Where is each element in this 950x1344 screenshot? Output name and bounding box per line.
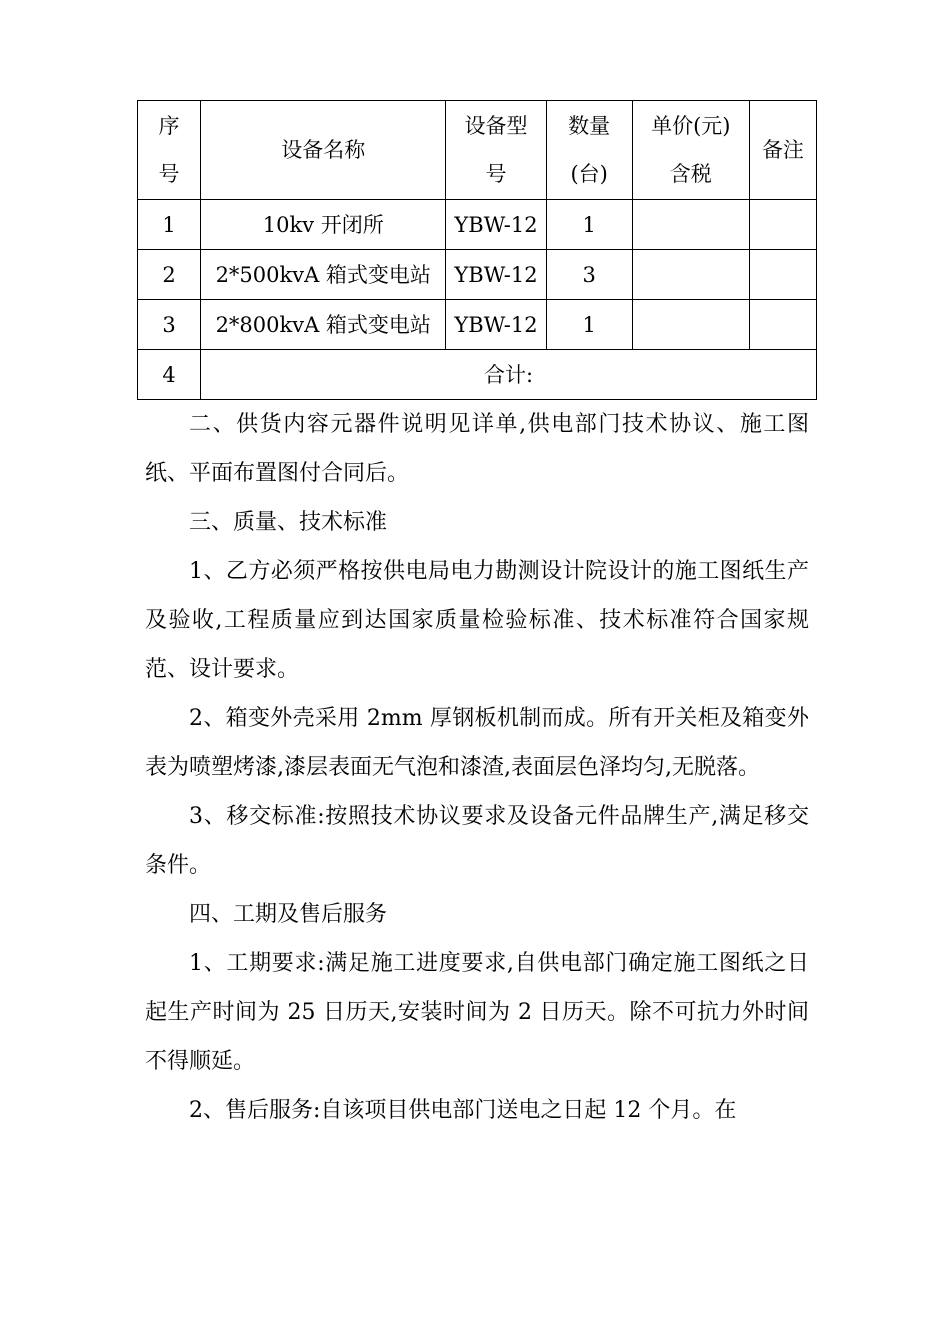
cell-name: 2*800kvA 箱式变电站 bbox=[201, 300, 446, 350]
cell-total-label: 合计: bbox=[201, 350, 817, 400]
cell-remark bbox=[749, 200, 816, 250]
header-price: 单价(元) 含税 bbox=[632, 101, 749, 200]
cell-seq: 4 bbox=[138, 350, 201, 400]
header-seq: 序 号 bbox=[138, 101, 201, 200]
paragraph-service-2: 2、售后服务:自该项目供电部门送电之日起 12 个月。在 bbox=[189, 1098, 737, 1123]
cell-model: YBW-12 bbox=[446, 200, 546, 250]
contract-body-text bbox=[145, 400, 809, 1135]
paragraph-quality-1: 1、乙方必须严格按供电局电力勘测设计院设计的施工图纸生产及验收,工程质量应到达国家质量检验标准、技术标准符合国家规范、设计要求。 bbox=[145, 559, 809, 682]
table-row bbox=[138, 200, 817, 250]
header-qty: 数量 (台) bbox=[546, 101, 632, 200]
paragraph-quality-2: 2、箱变外壳采用 2mm 厚钢板机制而成。所有开关柜及箱变外表为喷塑烤漆,漆层表面无气泡和漆渣,表面层色泽均匀,无脱落。 bbox=[145, 706, 809, 780]
heading-schedule-service: 四、工期及售后服务 bbox=[189, 902, 388, 927]
cell-seq: 1 bbox=[138, 200, 201, 250]
cell-price bbox=[632, 300, 749, 350]
cell-remark bbox=[749, 300, 816, 350]
cell-price bbox=[632, 250, 749, 300]
paragraph-quality-3: 3、移交标准:按照技术协议要求及设备元件品牌生产,满足移交条件。 bbox=[145, 804, 809, 878]
header-remark: 备注 bbox=[749, 101, 816, 200]
cell-remark bbox=[749, 250, 816, 300]
cell-model: YBW-12 bbox=[446, 300, 546, 350]
equipment-table bbox=[137, 100, 817, 400]
paragraph-schedule-1: 1、工期要求:满足施工进度要求,自供电部门确定施工图纸之日起生产时间为 25 日历天,安装时间为 2 日历天。除不可抗力外时间不得顺延。 bbox=[145, 951, 809, 1074]
table-total-row bbox=[138, 350, 817, 400]
table-row bbox=[138, 300, 817, 350]
header-model: 设备型 号 bbox=[446, 101, 546, 200]
header-name: 设备名称 bbox=[201, 101, 446, 200]
heading-quality-standard: 三、质量、技术标准 bbox=[189, 510, 388, 535]
cell-price bbox=[632, 200, 749, 250]
cell-qty: 1 bbox=[546, 200, 632, 250]
table-header-row bbox=[138, 101, 817, 200]
cell-model: YBW-12 bbox=[446, 250, 546, 300]
paragraph-supply-content: 二、供货内容元器件说明见详单,供电部门技术协议、施工图纸、平面布置图付合同后。 bbox=[145, 412, 809, 486]
cell-seq: 2 bbox=[138, 250, 201, 300]
cell-name: 10kv 开闭所 bbox=[201, 200, 446, 250]
cell-seq: 3 bbox=[138, 300, 201, 350]
cell-name: 2*500kvA 箱式变电站 bbox=[201, 250, 446, 300]
table-row bbox=[138, 250, 817, 300]
cell-qty: 3 bbox=[546, 250, 632, 300]
cell-qty: 1 bbox=[546, 300, 632, 350]
